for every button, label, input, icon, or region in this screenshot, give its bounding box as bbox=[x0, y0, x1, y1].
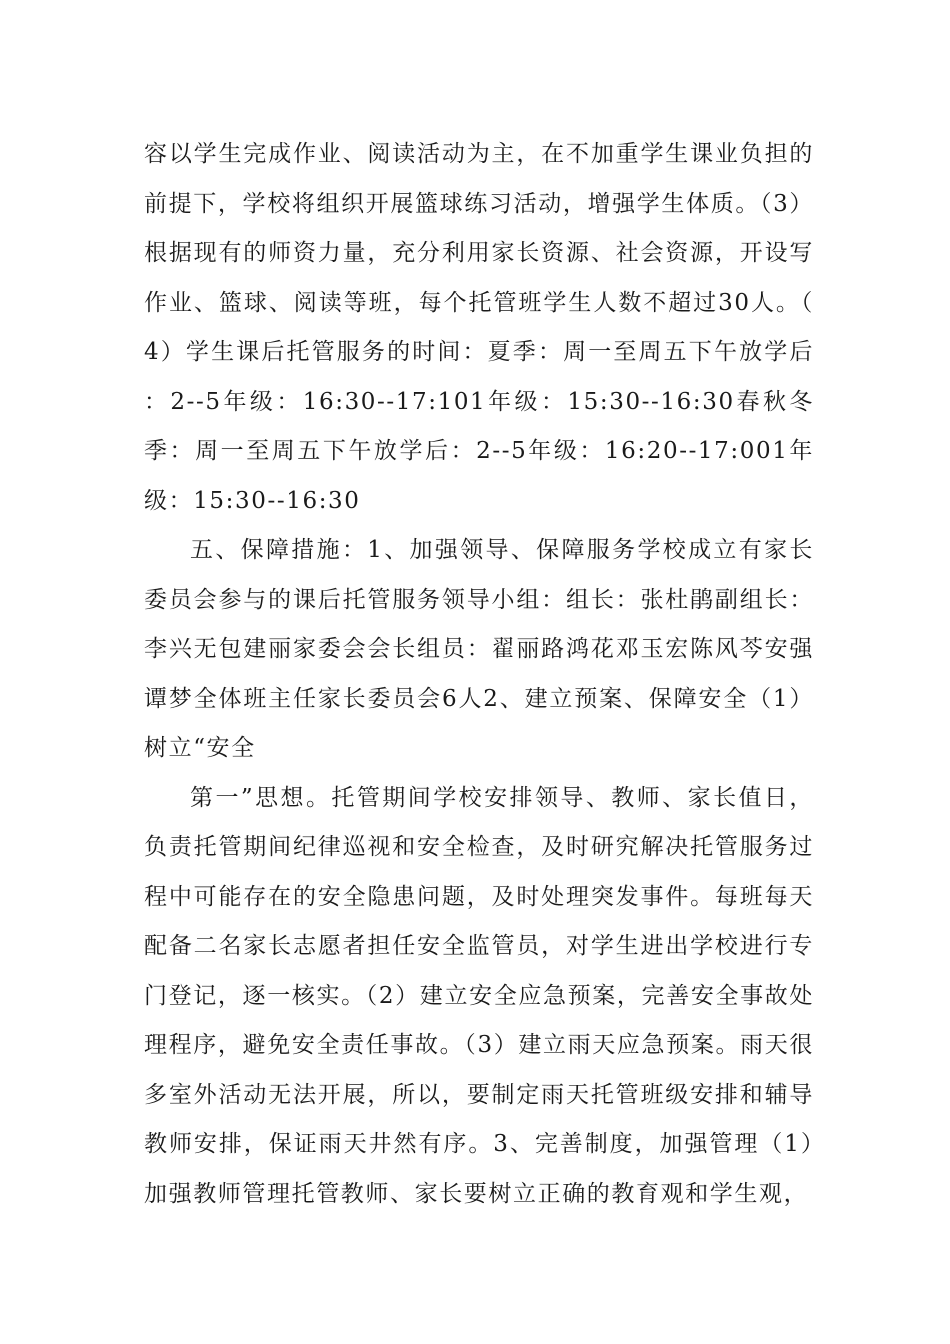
paragraph-continuation: 容以学生完成作业、阅读活动为主，在不加重学生课业负担的前提下，学校将组织开展篮球练习活动，增强学生体质。（3）根据现有的师资力量，充分利用家长资源、社会资源，开设写作业、篮球、阅读等班，每个托管班学生人数不超过30人。（4）学生课后托管服务的时间：夏季：周一至周五下午放学后：2--5年级：16:30--17:101年级：15:30--16:30春秋冬季：周一至周五下午放学后：2--5年级：16:20--17:001年级：15:30--16:30 bbox=[144, 141, 814, 514]
paragraph-safety-first: 第一”思想。托管期间学校安排领导、教师、家长值日，负责托管期间纪律巡视和安全检查，及时研究解决托管服务过程中可能存在的安全隐患问题，及时处理突发事件。每班每天配备二名家长志愿者担任安全监管员，对学生进出学校进行专门登记，逐一核实。（2）建立安全应急预案，完善安全事故处理程序，避免安全责任事故。（3）建立雨天应急预案。雨天很多室外活动无法开展，所以，要制定雨天托管班级安排和辅导教师安排，保证雨天井然有序。3、完善制度，加强管理（1）加强教师管理托管教师、家长要树立正确的教育观和学生观， bbox=[144, 784, 814, 1207]
paragraph-safeguard-measures: 五、保障措施：1、加强领导、保障服务学校成立有家长委员会参与的课后托管服务领导小组：组长：张杜鹃副组长：李兴无包建丽家委会会长组员：翟丽路鸿花邓玉宏陈风芩安强谭梦全体班主任家长委员会6人2、建立预案、保障安全（1）树立“安全 bbox=[144, 537, 814, 761]
document-body bbox=[144, 130, 814, 1219]
